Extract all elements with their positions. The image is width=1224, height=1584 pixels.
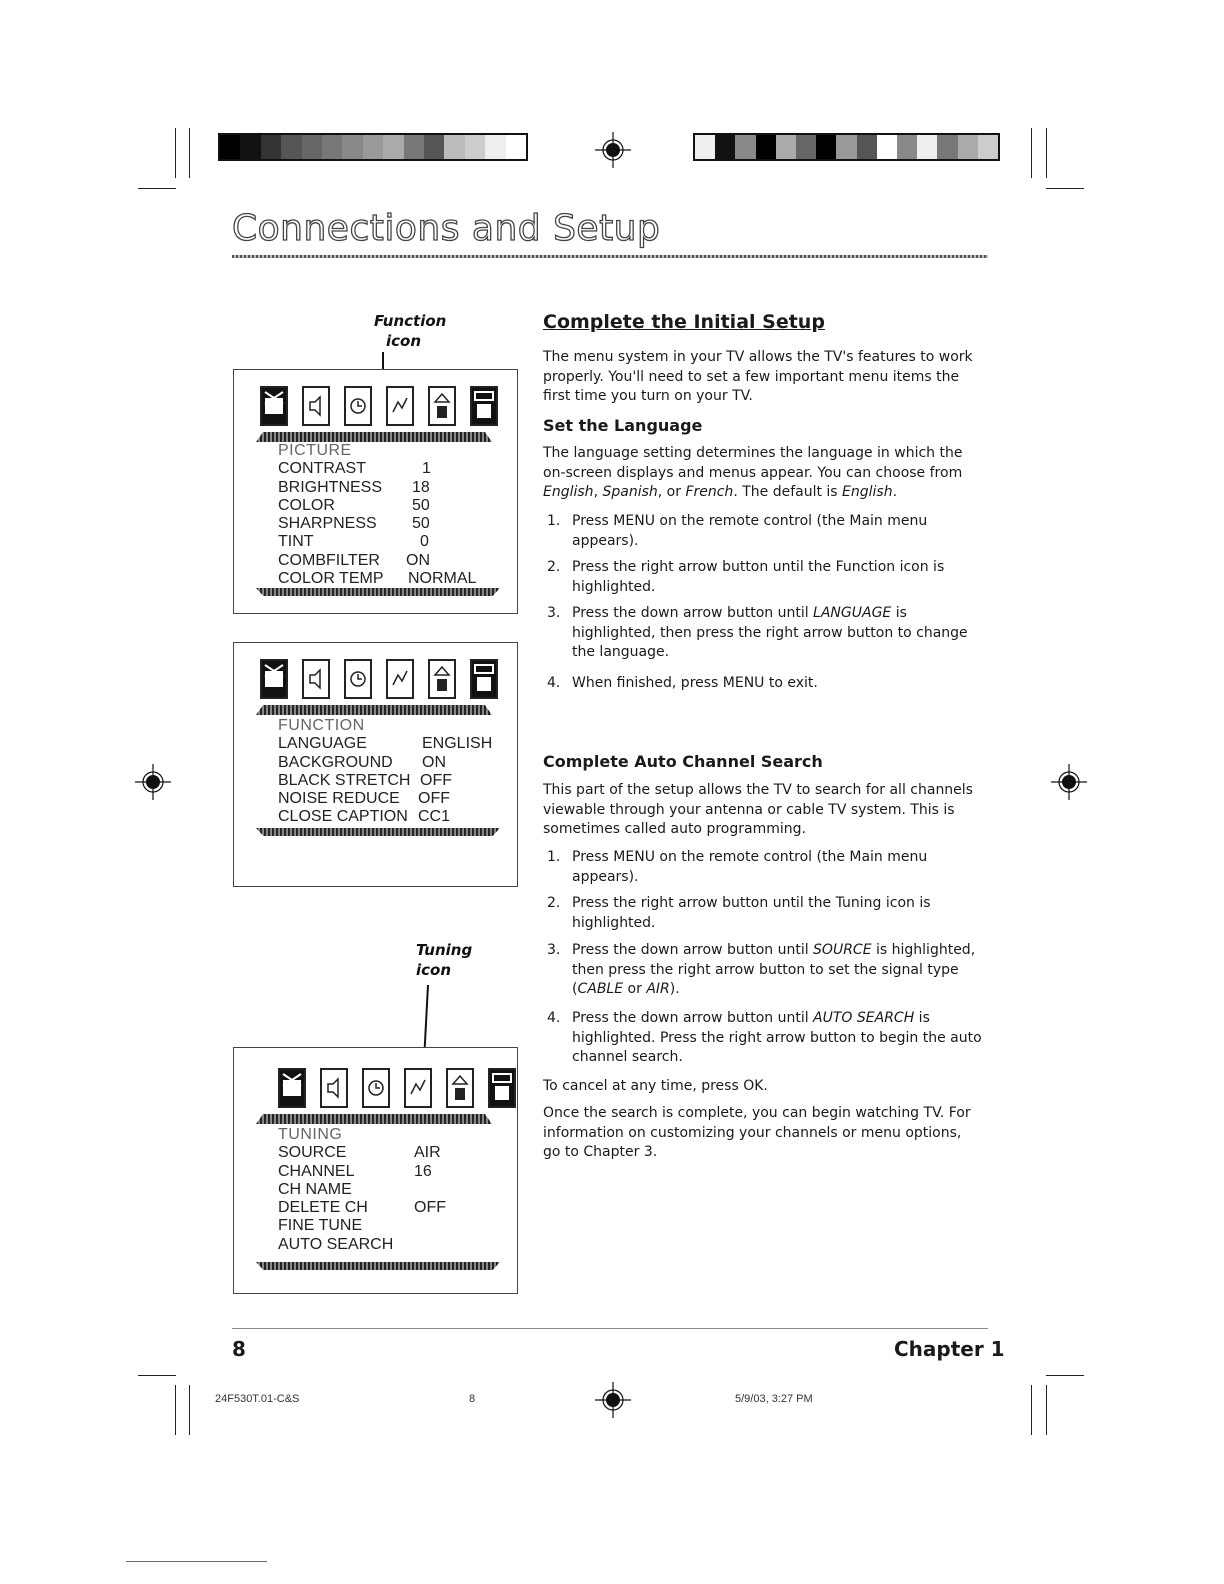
sound-icon bbox=[320, 1068, 348, 1108]
section-title: Connections and Setup bbox=[232, 208, 661, 249]
menu-band-bottom bbox=[256, 1262, 500, 1270]
menu-row-value: ON bbox=[422, 753, 446, 771]
menu-icon-row bbox=[260, 659, 498, 699]
text: or bbox=[623, 981, 647, 997]
menu-row bbox=[278, 1235, 394, 1254]
tuning-icon-callout bbox=[416, 940, 472, 980]
text: Press the down arrow button until bbox=[572, 942, 814, 958]
separator: , or bbox=[657, 484, 686, 500]
step-text bbox=[572, 604, 984, 663]
menu-heading: FUNCTION bbox=[278, 717, 365, 734]
option-cable: CABLE bbox=[577, 981, 624, 997]
step-number: 3. bbox=[547, 605, 561, 621]
menu-row bbox=[278, 735, 493, 753]
tuning-icon bbox=[446, 1068, 474, 1108]
menu-icon-row bbox=[260, 386, 498, 426]
tuning-menu-screen bbox=[233, 1047, 518, 1294]
picture-menu-screen bbox=[233, 369, 518, 614]
menu-item-name: AUTO SEARCH bbox=[813, 1010, 915, 1026]
menu-row bbox=[278, 570, 477, 588]
timer-icon bbox=[362, 1068, 390, 1108]
menu-row-label: COLOR bbox=[278, 496, 335, 514]
menu-row bbox=[278, 515, 430, 533]
menu-row-label: LANGUAGE bbox=[278, 735, 367, 753]
menu-row-value: ON bbox=[406, 551, 430, 569]
menu-row-value: OFF bbox=[420, 771, 452, 789]
menu-row bbox=[278, 478, 430, 497]
menu-row-value: 16 bbox=[414, 1162, 432, 1180]
menu-row bbox=[278, 551, 430, 570]
slug-date: 5/9/03, 3:27 PM bbox=[735, 1393, 813, 1405]
menu-row-label: CH NAME bbox=[278, 1180, 352, 1198]
page-number: 8 bbox=[232, 1337, 246, 1361]
step-number: 4. bbox=[547, 1010, 561, 1026]
menu-row-value: ENGLISH bbox=[422, 735, 493, 753]
menu-row-value: 50 bbox=[412, 496, 430, 514]
menu-row bbox=[278, 790, 450, 808]
step-number: 1. bbox=[547, 849, 561, 865]
step-number: 1. bbox=[547, 513, 561, 529]
menu-band-top bbox=[256, 1114, 492, 1124]
picture-icon bbox=[260, 386, 288, 426]
option-english: English bbox=[543, 484, 594, 500]
menu-row-label: BRIGHTNESS bbox=[278, 478, 383, 496]
text: is highlighted, then press the right arrow button to change the language. bbox=[572, 605, 968, 660]
menu-row-label: CLOSE CAPTION bbox=[278, 808, 408, 826]
function-icon bbox=[404, 1068, 432, 1108]
cancel-paragraph: To cancel at any time, press OK. bbox=[543, 1078, 768, 1094]
callout-line-1: Function bbox=[374, 312, 447, 330]
menu-band-bottom bbox=[256, 588, 500, 596]
lock-icon bbox=[470, 386, 498, 426]
step-number: 2. bbox=[547, 559, 561, 575]
gray-scale-bar-right bbox=[693, 133, 1000, 161]
callout-line-2: icon bbox=[416, 961, 452, 979]
menu-row-value: OFF bbox=[418, 790, 450, 808]
menu-heading: PICTURE bbox=[278, 442, 352, 459]
function-menu-rows bbox=[278, 717, 493, 827]
paragraph-text: . bbox=[892, 484, 898, 500]
chapter-label: Chapter 1 bbox=[894, 1337, 1005, 1361]
lock-icon bbox=[488, 1068, 516, 1108]
menu-row bbox=[278, 808, 451, 826]
menu-row-label: COMBFILTER bbox=[278, 551, 380, 569]
menu-band-top bbox=[256, 705, 492, 715]
registration-mark-bottom bbox=[593, 1380, 633, 1420]
menu-row bbox=[278, 1180, 352, 1199]
paragraph-text: The language setting determines the language in which the on-screen displays and menus appear. You can choose from bbox=[543, 445, 963, 481]
text: ). bbox=[669, 981, 680, 997]
auto-search-paragraph: This part of the setup allows the TV to search for all channels viewable through your antenna or cable TV system. This is sometimes called auto programming. bbox=[543, 782, 973, 837]
language-paragraph bbox=[543, 444, 983, 503]
slug-page: 8 bbox=[469, 1393, 476, 1405]
step-text bbox=[572, 1009, 984, 1068]
tuning-menu-rows bbox=[278, 1126, 446, 1254]
menu-row-value: AIR bbox=[414, 1144, 441, 1162]
menu-row-value: 1 bbox=[422, 460, 431, 478]
separator: , bbox=[593, 484, 603, 500]
menu-row bbox=[278, 1162, 432, 1181]
option-air: AIR bbox=[646, 981, 670, 997]
step-text: When finished, press MENU to exit. bbox=[572, 675, 818, 691]
footer-rule bbox=[232, 1328, 988, 1329]
timer-icon bbox=[344, 659, 372, 699]
completion-paragraph: Once the search is complete, you can begin watching TV. For information on customizing your channels or menu options, go to Chapter 3. bbox=[543, 1105, 971, 1160]
step-text: Press MENU on the remote control (the Main menu appears). bbox=[572, 513, 928, 549]
option-spanish: Spanish bbox=[602, 484, 658, 500]
step-number: 4. bbox=[547, 675, 561, 691]
menu-heading: TUNING bbox=[278, 1126, 343, 1143]
step-text bbox=[572, 941, 984, 1000]
text: is highlighted, then press the right arrow button to set the signal type ( bbox=[572, 942, 976, 997]
menu-row-label: DELETE CH bbox=[278, 1199, 368, 1217]
text: Press the down arrow button until bbox=[572, 1010, 814, 1026]
step-number: 2. bbox=[547, 895, 561, 911]
menu-row-label: SOURCE bbox=[278, 1144, 347, 1162]
menu-row-value: OFF bbox=[414, 1199, 446, 1217]
sound-icon bbox=[302, 659, 330, 699]
menu-row-value: 18 bbox=[412, 478, 430, 496]
menu-row-value: NORMAL bbox=[408, 570, 477, 588]
menu-row bbox=[278, 771, 452, 790]
menu-row-label: NOISE REDUCE bbox=[278, 790, 400, 808]
menu-row bbox=[278, 1217, 363, 1235]
intro-paragraph: The menu system in your TV allows the TV's features to work properly. You'll need to set a few important menu items the first time you turn on your TV. bbox=[543, 349, 973, 404]
timer-icon bbox=[344, 386, 372, 426]
option-french: French bbox=[685, 484, 734, 500]
text: is highlighted. Press the right arrow button to begin the auto channel search. bbox=[572, 1010, 982, 1065]
main-heading: Complete the Initial Setup bbox=[543, 311, 825, 333]
menu-row-label: CONTRAST bbox=[278, 460, 366, 478]
language-heading: Set the Language bbox=[543, 416, 703, 435]
menu-icon-row bbox=[278, 1068, 516, 1108]
picture-menu-rows bbox=[278, 442, 477, 588]
registration-mark-right bbox=[1049, 762, 1089, 802]
menu-row-value: 50 bbox=[412, 515, 430, 533]
menu-row-label: BLACK STRETCH bbox=[278, 771, 411, 789]
slug-filename: 24F530T.01-C&S bbox=[215, 1393, 300, 1405]
registration-mark-top bbox=[593, 130, 633, 170]
picture-icon bbox=[278, 1068, 306, 1108]
callout-line-2: icon bbox=[386, 332, 422, 350]
tuning-icon bbox=[428, 386, 456, 426]
function-icon-callout bbox=[374, 311, 446, 351]
menu-row bbox=[278, 460, 431, 478]
lock-icon bbox=[470, 659, 498, 699]
function-menu-screen bbox=[233, 642, 518, 887]
title-rule bbox=[232, 255, 988, 258]
menu-item-name: SOURCE bbox=[813, 942, 872, 958]
function-icon bbox=[386, 386, 414, 426]
menu-row-label: TINT bbox=[278, 533, 314, 551]
menu-row-label: BACKGROUND bbox=[278, 753, 393, 771]
step-text: Press the right arrow button until the Function icon is highlighted. bbox=[572, 559, 945, 595]
menu-row-value: 0 bbox=[420, 533, 429, 551]
menu-row bbox=[278, 753, 446, 772]
gray-scale-bar-left bbox=[218, 133, 528, 161]
menu-row-label: FINE TUNE bbox=[278, 1217, 363, 1235]
step-text: Press MENU on the remote control (the Main menu appears). bbox=[572, 849, 928, 885]
sound-icon bbox=[302, 386, 330, 426]
menu-row bbox=[278, 496, 430, 515]
tuning-icon bbox=[428, 659, 456, 699]
text: Press the down arrow button until bbox=[572, 605, 814, 621]
registration-mark-left bbox=[133, 762, 173, 802]
picture-icon bbox=[260, 659, 288, 699]
menu-row-value: CC1 bbox=[418, 808, 451, 826]
menu-row bbox=[278, 533, 429, 551]
step-text: Press the right arrow button until the Tuning icon is highlighted. bbox=[572, 895, 931, 931]
menu-item-name: LANGUAGE bbox=[813, 605, 892, 621]
bottom-link-underline bbox=[126, 1561, 267, 1562]
menu-row-label: CHANNEL bbox=[278, 1162, 355, 1180]
menu-band-top bbox=[256, 432, 492, 442]
menu-row-label: AUTO SEARCH bbox=[278, 1235, 394, 1253]
step-number: 3. bbox=[547, 942, 561, 958]
menu-row-label: COLOR TEMP bbox=[278, 570, 384, 588]
menu-band-bottom bbox=[256, 828, 500, 836]
menu-row bbox=[278, 1199, 446, 1217]
function-icon bbox=[386, 659, 414, 699]
paragraph-text: . The default is bbox=[733, 484, 843, 500]
auto-search-heading: Complete Auto Channel Search bbox=[543, 752, 823, 771]
default-language: English bbox=[842, 484, 893, 500]
menu-row bbox=[278, 1144, 441, 1162]
menu-row-label: SHARPNESS bbox=[278, 515, 377, 533]
callout-line-1: Tuning bbox=[416, 941, 473, 959]
